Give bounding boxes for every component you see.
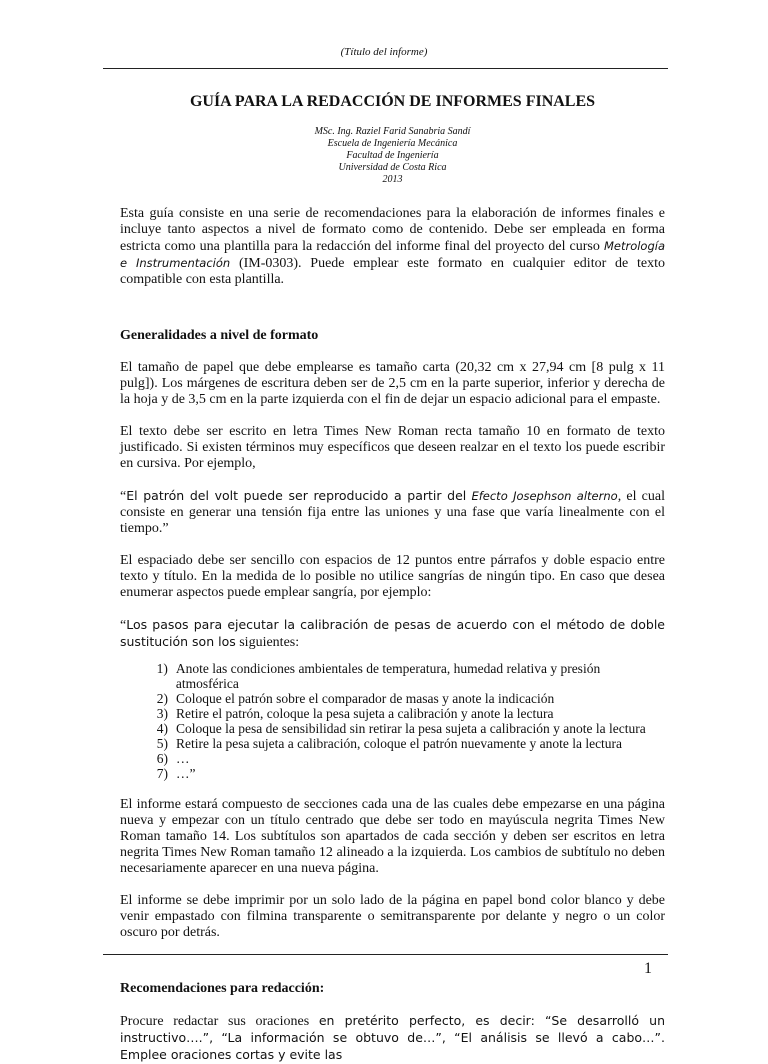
section-heading-writing: Recomendaciones para redacción:: [120, 981, 325, 996]
intro-paragraph: [120, 206, 665, 288]
footer-rule: [103, 954, 668, 955]
list-item: [120, 691, 665, 706]
list-item: [120, 661, 665, 691]
paragraph-spacing: El espaciado debe ser sencillo con espacios de 12 puntos entre párrafos y doble espacio entre texto y título. En la medida de lo posible no utilice sangrías de ningún tipo. En caso que desea enumerar aspectos puede emplear sangría, por ejemplo:: [120, 553, 665, 600]
paragraph-sections: El informe estará compuesto de secciones cada una de las cuales debe empezarse en una página nueva y empezar con un título centrado que debe ser todo en mayúscula negrita Times New Roman tamaño 14. Los subtítulos son apartados de cada sección y deben ser escritos en letra negrita Times New Roman tamaño 12 alineado a la izquierda. Los cambios de subtítulo no deben necesariamente aparecer en una nueva página.: [120, 797, 665, 876]
list-intro-rest: siguientes:: [235, 635, 300, 650]
author-name: MSc. Ing. Raziel Farid Sanabria Sandí: [314, 126, 471, 137]
course-name: Metrología e Instrumentación: [120, 239, 665, 270]
list-item: [120, 721, 665, 736]
list-item-number: 7): [156, 766, 168, 781]
header-rule: [103, 68, 668, 69]
author-faculty: Facultad de Ingeniería: [346, 150, 439, 161]
paragraph-paper-size: El tamaño de papel que debe emplearse es tamaño carta (20,32 cm x 27,94 cm [8 pulg x 11 pulg]). Los márgenes de escritura deben ser de 2,5 cm en la parte superior, inferior y derecha de la hoja y de 3,5 cm en la parte izquierda con el fin de dejar un espacio adicional para el empaste.: [120, 360, 665, 407]
list-item-text: Coloque el patrón sobre el comparador de masas y anote la indicación: [176, 691, 555, 706]
list-item-text: Retire el patrón, coloque la pesa sujeta a calibración y anote la lectura: [176, 706, 554, 721]
list-item-number: 5): [156, 736, 168, 751]
quote-rest: , el cual consiste en generar una tensión fija entre las uniones y una fase que varía linealmente con el tiempo.”: [120, 489, 665, 536]
quote-italic-term: Efecto Josephson alterno: [471, 489, 618, 503]
section-heading-format: Generalidades a nivel de formato: [120, 328, 319, 343]
author-year: 2013: [382, 174, 403, 185]
list-intro: [120, 617, 665, 651]
list-item-text: Anote las condiciones ambientales de temperatura, humedad relativa y presión atmosférica: [175, 661, 601, 691]
intro-text-1: Esta guía consiste en una serie de recomendaciones para la elaboración de informes finales e incluye tanto aspectos a nivel de formato como de contenido. Debe ser empleada en forma estricta como una plantilla para la redacción del informe final del proyecto del curso: [120, 206, 665, 254]
list-intro-open: “: [120, 618, 127, 633]
paragraph-font: El texto debe ser escrito en letra Times New Roman recta tamaño 10 en formato de texto justificado. Si existen términos muy específicos que deseen realzar en el texto los puede escribir en cursiva. Por ejemplo,: [120, 424, 665, 471]
list-item-number: 1): [156, 661, 168, 676]
list-item-text: …: [176, 751, 190, 766]
list-item: [120, 736, 665, 751]
paragraph-printing: El informe se debe imprimir por un solo lado de la página en papel bond color blanco y debe venir empastado con filmina transparente o semitransparente por delante y negro o un color oscuro por detrás.: [120, 893, 665, 940]
running-header: (Título del informe): [340, 46, 428, 58]
intro-text-2: (IM-0303). Puede emplear este formato en cualquier editor de texto compatible con esta plantilla.: [120, 256, 665, 287]
list-item-text: Retire la pesa sujeta a calibración, coloque el patrón nuevamente y anote la lectura: [176, 736, 623, 751]
example-quote: [120, 488, 665, 537]
list-item-text: Coloque la pesa de sensibilidad sin retirar la pesa sujeta a calibración y anote la lectura: [176, 721, 646, 736]
writing-text-b: en pretérito perfecto, es decir: “Se desarrolló un instructivo….”, “La información se obtuvo de…”, “El análisis se llevó a cabo…”. Emplee oraciones cortas y evite las: [120, 1013, 665, 1062]
writing-text-a: Procure redactar sus oraciones: [120, 1014, 319, 1029]
quote-open: “: [120, 489, 127, 504]
paragraph-writing: [120, 1013, 665, 1064]
list-intro-sans: Los pasos para ejecutar la calibración de pesas de acuerdo con el método de doble sustitución son los: [120, 617, 665, 649]
list-item-number: 3): [156, 706, 168, 721]
quote-sans-text: El patrón del volt puede ser reproducido a partir del: [126, 488, 467, 503]
author-block: [120, 126, 665, 186]
list-item-number: 2): [156, 691, 168, 706]
author-school: Escuela de Ingeniería Mecánica: [327, 138, 458, 149]
list-item-number: 6): [156, 751, 168, 766]
list-item-text: …”: [176, 766, 196, 781]
calibration-steps-list: [120, 661, 665, 781]
list-item: [120, 751, 665, 766]
list-item: [120, 706, 665, 721]
author-university: Universidad de Costa Rica: [338, 162, 447, 173]
document-title: GUÍA PARA LA REDACCIÓN DE INFORMES FINALES: [189, 93, 596, 110]
page-number: 1: [644, 960, 652, 977]
page-content: [120, 92, 665, 1064]
list-item: [120, 766, 665, 781]
list-item-number: 4): [156, 721, 168, 736]
